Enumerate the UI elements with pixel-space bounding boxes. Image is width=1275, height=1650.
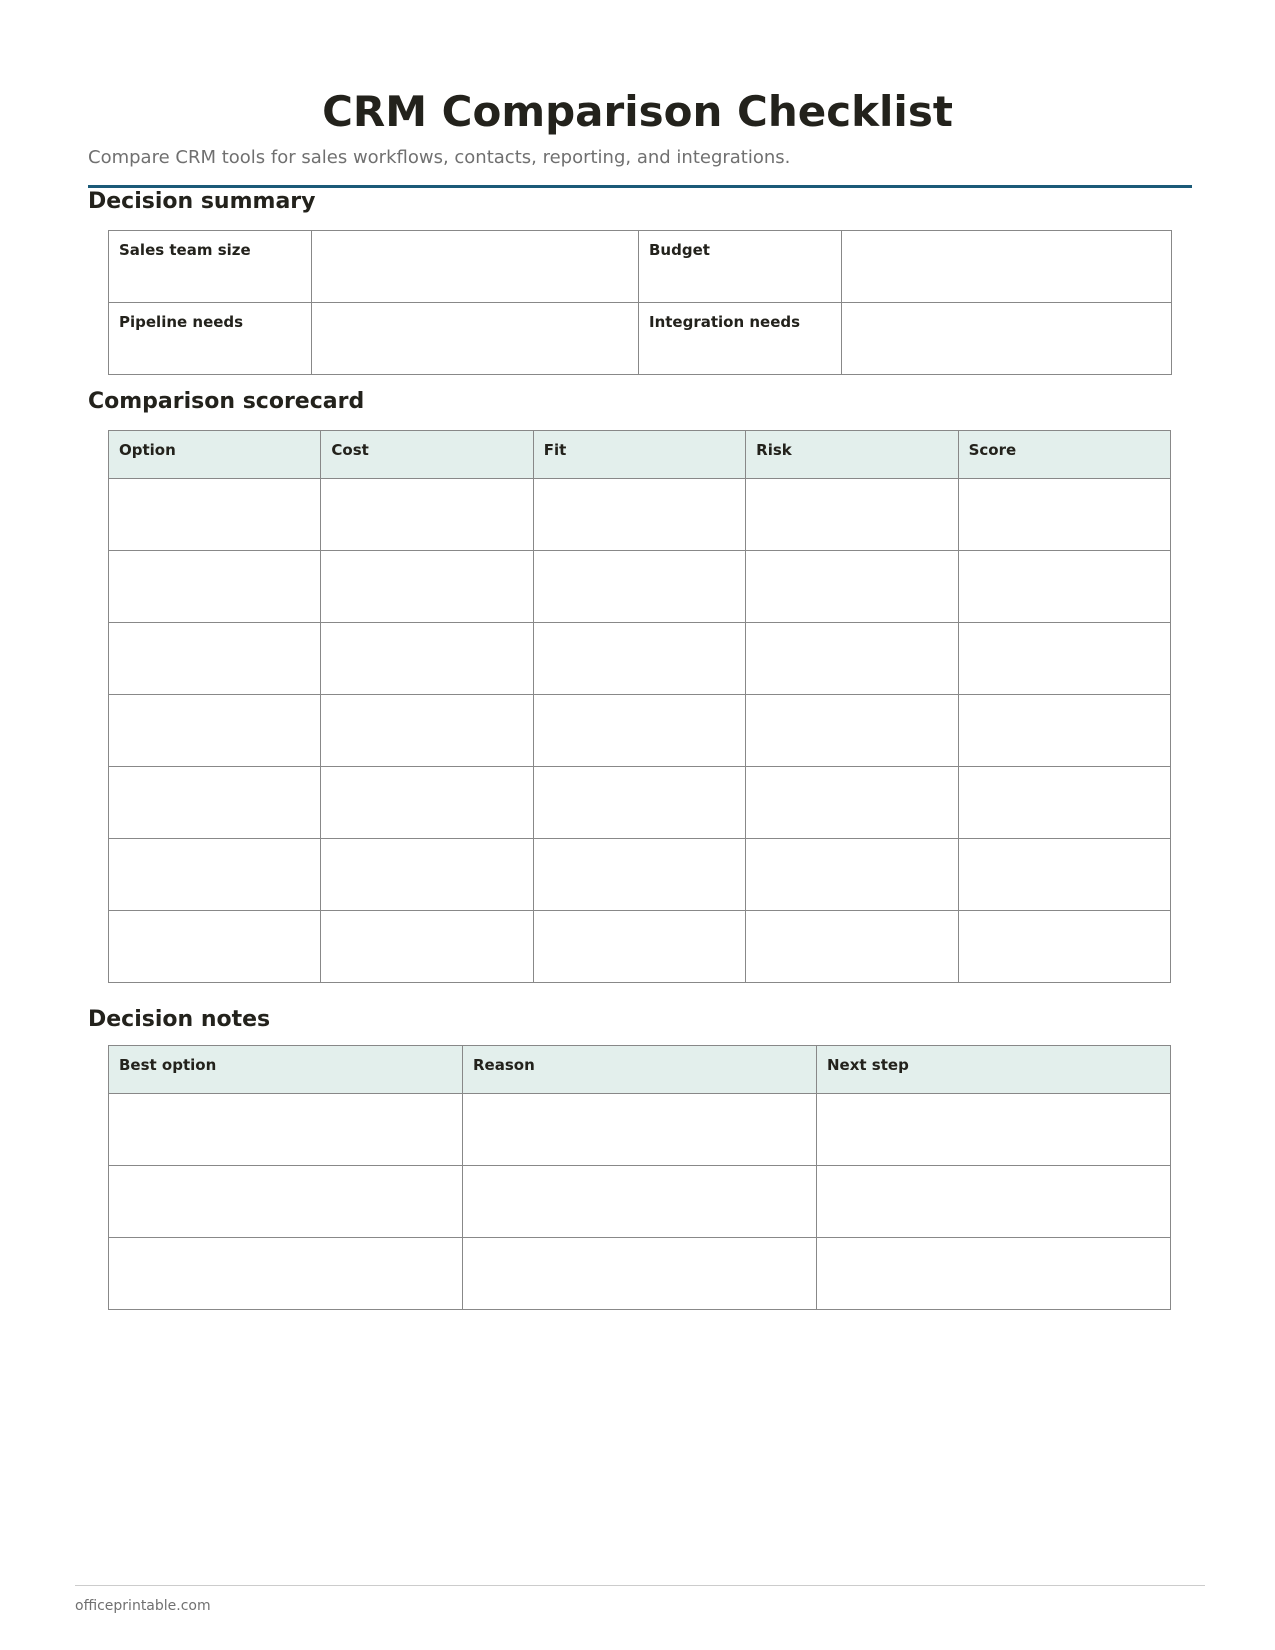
table-cell[interactable] xyxy=(746,911,958,983)
table-cell[interactable] xyxy=(321,479,533,551)
table-cell[interactable] xyxy=(533,911,745,983)
table-cell[interactable] xyxy=(958,839,1170,911)
table-cell[interactable] xyxy=(321,767,533,839)
table-cell[interactable] xyxy=(958,767,1170,839)
column-header-score: Score xyxy=(958,431,1170,479)
table-cell[interactable] xyxy=(321,551,533,623)
table-cell[interactable] xyxy=(533,623,745,695)
table-cell[interactable] xyxy=(533,479,745,551)
table-cell[interactable] xyxy=(463,1094,817,1166)
table-cell[interactable] xyxy=(463,1166,817,1238)
column-header-reason: Reason xyxy=(463,1046,817,1094)
column-header-option: Option xyxy=(109,431,321,479)
footer-divider xyxy=(75,1585,1205,1586)
decision-notes-table xyxy=(108,1045,1171,1310)
column-header-fit: Fit xyxy=(533,431,745,479)
table-cell[interactable] xyxy=(958,623,1170,695)
table-cell[interactable] xyxy=(958,911,1170,983)
table-row xyxy=(109,839,1171,911)
comparison-scorecard-heading: Comparison scorecard xyxy=(88,389,365,414)
table-cell[interactable] xyxy=(746,695,958,767)
table-cell[interactable] xyxy=(109,911,321,983)
table-row xyxy=(109,1166,1171,1238)
table-cell[interactable] xyxy=(533,839,745,911)
table-header-row xyxy=(109,1046,1171,1094)
table-row xyxy=(109,551,1171,623)
table-cell[interactable] xyxy=(109,839,321,911)
table-row xyxy=(109,1094,1171,1166)
comparison-scorecard-table xyxy=(108,430,1171,983)
table-cell[interactable] xyxy=(817,1238,1171,1310)
table-cell[interactable] xyxy=(109,695,321,767)
table-row xyxy=(109,695,1171,767)
table-cell[interactable] xyxy=(321,839,533,911)
page-subtitle: Compare CRM tools for sales workflows, contacts, reporting, and integrations. xyxy=(88,147,791,168)
table-cell[interactable] xyxy=(321,911,533,983)
table-cell[interactable] xyxy=(109,767,321,839)
table-cell[interactable] xyxy=(109,1166,463,1238)
table-cell[interactable] xyxy=(109,623,321,695)
table-cell[interactable] xyxy=(109,551,321,623)
summary-label-budget: Budget xyxy=(639,231,842,303)
table-header-row xyxy=(109,431,1171,479)
summary-label-integration-needs: Integration needs xyxy=(639,303,842,375)
table-row xyxy=(109,479,1171,551)
table-cell[interactable] xyxy=(463,1238,817,1310)
table-cell[interactable] xyxy=(109,479,321,551)
table-cell[interactable] xyxy=(321,623,533,695)
table-cell[interactable] xyxy=(746,767,958,839)
table-row xyxy=(109,231,1172,303)
summary-label-pipeline-needs: Pipeline needs xyxy=(109,303,312,375)
table-cell[interactable] xyxy=(109,1238,463,1310)
table-cell[interactable] xyxy=(533,767,745,839)
table-cell[interactable] xyxy=(533,695,745,767)
column-header-cost: Cost xyxy=(321,431,533,479)
summary-value-pipeline-needs[interactable] xyxy=(312,303,639,375)
page-title: CRM Comparison Checklist xyxy=(322,87,953,136)
decision-notes-heading: Decision notes xyxy=(88,1007,271,1032)
decision-summary-table xyxy=(108,230,1172,375)
table-cell[interactable] xyxy=(817,1166,1171,1238)
table-row xyxy=(109,1238,1171,1310)
summary-value-budget[interactable] xyxy=(842,231,1172,303)
column-header-next-step: Next step xyxy=(817,1046,1171,1094)
decision-summary-heading: Decision summary xyxy=(88,189,316,214)
table-row xyxy=(109,623,1171,695)
table-cell[interactable] xyxy=(109,1094,463,1166)
table-cell[interactable] xyxy=(533,551,745,623)
table-cell[interactable] xyxy=(321,695,533,767)
summary-value-integration-needs[interactable] xyxy=(842,303,1172,375)
column-header-risk: Risk xyxy=(746,431,958,479)
table-cell[interactable] xyxy=(958,695,1170,767)
table-row xyxy=(109,911,1171,983)
table-cell[interactable] xyxy=(746,623,958,695)
table-cell[interactable] xyxy=(817,1094,1171,1166)
summary-value-sales-team-size[interactable] xyxy=(312,231,639,303)
table-row xyxy=(109,767,1171,839)
column-header-best-option: Best option xyxy=(109,1046,463,1094)
table-cell[interactable] xyxy=(746,839,958,911)
table-cell[interactable] xyxy=(958,551,1170,623)
table-row xyxy=(109,303,1172,375)
table-cell[interactable] xyxy=(746,479,958,551)
footer-source: officeprintable.com xyxy=(75,1598,211,1614)
table-cell[interactable] xyxy=(958,479,1170,551)
summary-label-sales-team-size: Sales team size xyxy=(109,231,312,303)
table-cell[interactable] xyxy=(746,551,958,623)
